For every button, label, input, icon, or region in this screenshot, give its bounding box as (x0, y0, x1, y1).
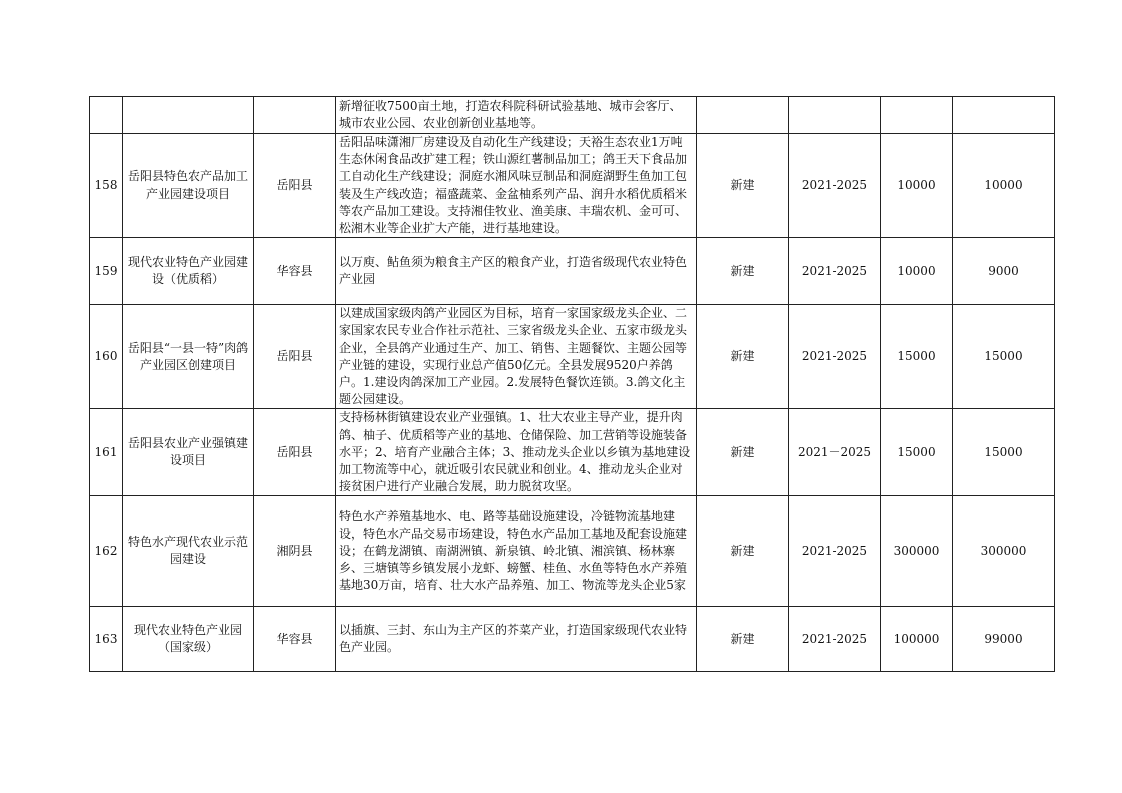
project-name: 岳阳县“一县一特”肉鸽产业园区创建项目 (123, 305, 254, 409)
project-type (697, 97, 789, 134)
table-body (90, 97, 1055, 672)
table-row (90, 305, 1055, 409)
project-number (90, 97, 123, 134)
project-type: 新建 (697, 496, 789, 607)
project-name: 现代农业特色产业园（国家级） (123, 607, 254, 672)
project-investment: 10000 (881, 134, 953, 238)
project-number: 163 (90, 607, 123, 672)
project-content: 特色水产养殖基地水、电、路等基础设施建设，冷链物流基地建设，特色水产品交易市场建设，特色水产品加工基地及配套设施建设；在鹤龙湖镇、南湖洲镇、新泉镇、岭北镇、湘滨镇、杨林寨乡、三塘镇等乡镇发展小龙虾、螃蟹、桂鱼、水鱼等特色水产养殖基地30万亩，培育、壮大水产品养殖、加工、物流等龙头企业5家 (336, 496, 697, 607)
project-content: 支持杨林街镇建设农业产业强镇。1、壮大农业主导产业，提升肉鸽、柚子、优质稻等产业的基地、仓储保险、加工营销等设施装备水平；2、培育产业融合主体；3、推动龙头企业以乡镇为基地建设加工物流等中心，就近吸引农民就业和创业。4、推动龙头企业对接贫困户进行产业融合发展，助力脱贫攻坚。 (336, 409, 697, 496)
project-period: 2021－2025 (789, 409, 881, 496)
project-type: 新建 (697, 305, 789, 409)
project-period: 2021-2025 (789, 134, 881, 238)
project-period: 2021-2025 (789, 607, 881, 672)
project-period: 2021-2025 (789, 238, 881, 305)
project-content: 以插旗、三封、东山为主产区的芥菜产业，打造国家级现代农业特色产业园。 (336, 607, 697, 672)
project-county: 湘阴县 (254, 496, 336, 607)
project-plan: 99000 (953, 607, 1055, 672)
project-number: 161 (90, 409, 123, 496)
project-type: 新建 (697, 607, 789, 672)
table-row (90, 97, 1055, 134)
project-type: 新建 (697, 134, 789, 238)
project-name: 特色水产现代农业示范园建设 (123, 496, 254, 607)
project-county: 岳阳县 (254, 409, 336, 496)
table-row (90, 607, 1055, 672)
project-county: 华容县 (254, 238, 336, 305)
project-investment: 300000 (881, 496, 953, 607)
project-county: 岳阳县 (254, 134, 336, 238)
table-row (90, 409, 1055, 496)
project-plan: 15000 (953, 409, 1055, 496)
project-investment (881, 97, 953, 134)
project-content: 以万庾、鲇鱼须为粮食主产区的粮食产业，打造省级现代农业特色产业园 (336, 238, 697, 305)
project-name: 岳阳县农业产业强镇建设项目 (123, 409, 254, 496)
project-county (254, 97, 336, 134)
project-number: 160 (90, 305, 123, 409)
table-row (90, 238, 1055, 305)
project-content: 岳阳品味潇湘厂房建设及自动化生产线建设；天裕生态农业1万吨生态休闲食品改扩建工程；铁山源红薯制品加工；鸽王天下食品加工自动化生产线建设；洞庭水湘风味豆制品和洞庭湖野生鱼加工包装及生产线改造；福盛蔬菜、金盆柚系列产品、润升水稻优质稻米等农产品加工建设。支持湘佳牧业、渔美康、丰瑞农机、金可可、松湘木业等企业扩大产能，进行基地建设。 (336, 134, 697, 238)
project-county: 岳阳县 (254, 305, 336, 409)
project-number: 159 (90, 238, 123, 305)
project-type: 新建 (697, 238, 789, 305)
project-name: 现代农业特色产业园建设（优质稻） (123, 238, 254, 305)
project-investment: 15000 (881, 409, 953, 496)
project-number: 158 (90, 134, 123, 238)
project-county: 华容县 (254, 607, 336, 672)
project-plan (953, 97, 1055, 134)
project-plan: 15000 (953, 305, 1055, 409)
project-investment: 10000 (881, 238, 953, 305)
project-investment: 15000 (881, 305, 953, 409)
project-content: 新增征收7500亩土地，打造农科院科研试验基地、城市会客厅、城市农业公园、农业创新创业基地等。 (336, 97, 697, 134)
project-period (789, 97, 881, 134)
project-investment: 100000 (881, 607, 953, 672)
project-plan: 9000 (953, 238, 1055, 305)
project-period: 2021-2025 (789, 305, 881, 409)
project-plan: 10000 (953, 134, 1055, 238)
project-period: 2021-2025 (789, 496, 881, 607)
project-plan: 300000 (953, 496, 1055, 607)
project-name: 岳阳县特色农产品加工产业园建设项目 (123, 134, 254, 238)
table-row (90, 496, 1055, 607)
project-number: 162 (90, 496, 123, 607)
project-name (123, 97, 254, 134)
project-table (89, 96, 1055, 672)
project-content: 以建成国家级肉鸽产业园区为目标，培育一家国家级龙头企业、二家国家农民专业合作社示范社、三家省级龙头企业、五家市级龙头企业，全县鸽产业通过生产、加工、销售、主题餐饮、主题公园等产业链的建设，实现行业总产值50亿元。全县发展9520户养鸽户。1.建设肉鸽深加工产业园。2.发展特色餐饮连锁。3.鸽文化主题公园建设。 (336, 305, 697, 409)
project-type: 新建 (697, 409, 789, 496)
table-row (90, 134, 1055, 238)
